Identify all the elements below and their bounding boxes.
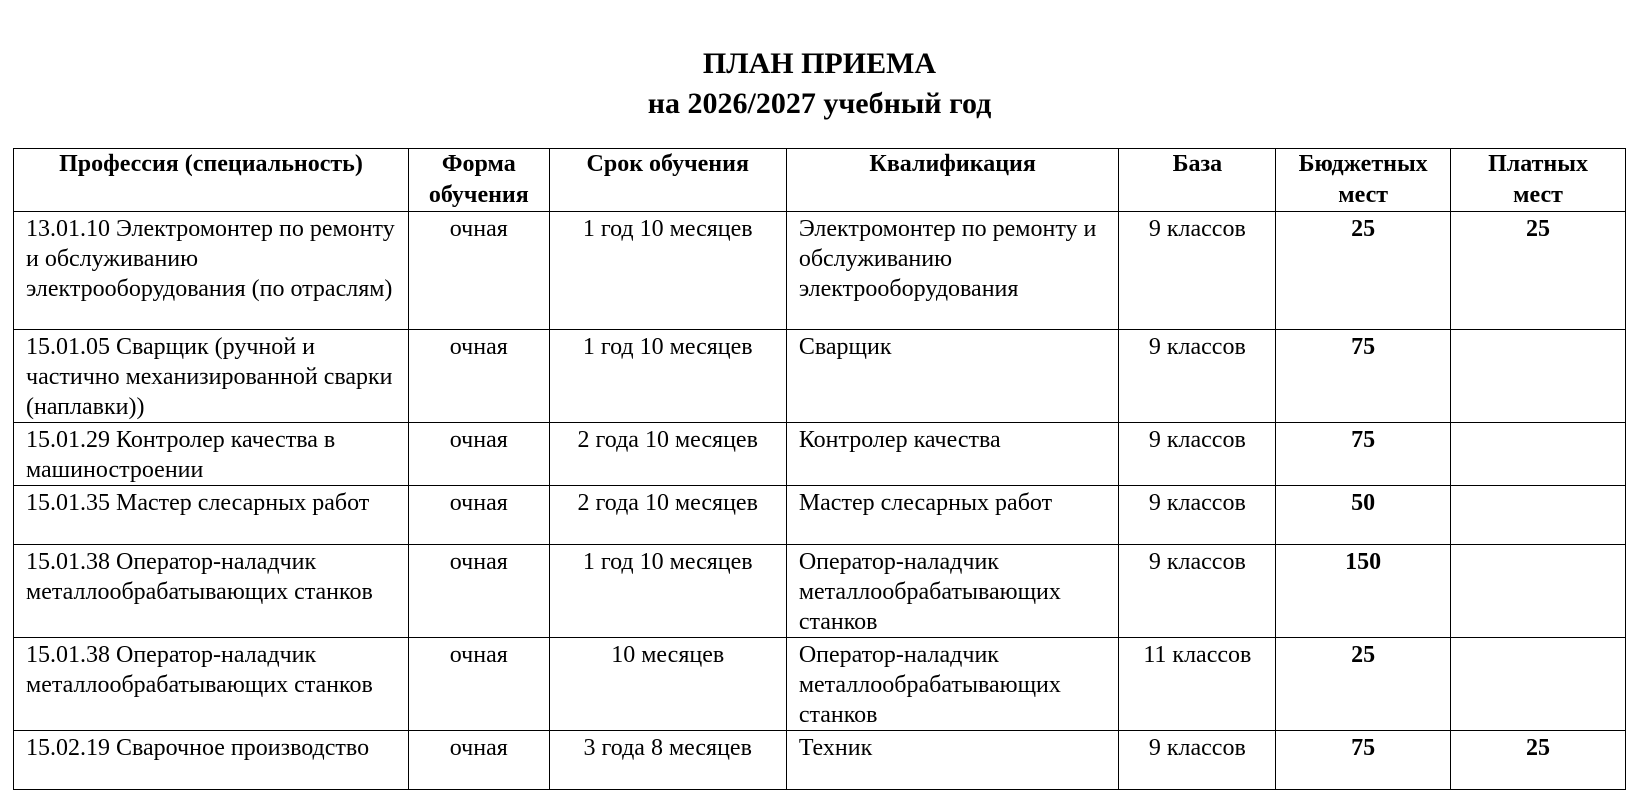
header-base: База [1119,149,1276,212]
table-row [14,545,1626,638]
cell-paid [1451,545,1626,638]
table-row [14,330,1626,423]
cell-profession: 15.01.35 Мастер слесарных работ [14,486,409,545]
cell-base: 9 классов [1119,212,1276,330]
cell-term: 10 месяцев [549,638,786,731]
document-subtitle: на 2026/2027 учебный год [647,87,992,120]
cell-paid: 25 [1451,731,1626,790]
cell-budget: 75 [1276,731,1451,790]
admission-plan-table [13,148,1626,790]
cell-term: 2 года 10 месяцев [549,423,786,486]
cell-qualification: Оператор-наладчик металлообрабатывающих станков [786,638,1119,731]
cell-form: очная [408,638,549,731]
cell-base: 9 классов [1119,731,1276,790]
table-row [14,212,1626,330]
header-profession: Профессия (специальность) [14,149,409,212]
cell-term: 1 год 10 месяцев [549,330,786,423]
table-row [14,731,1626,790]
cell-base: 9 классов [1119,486,1276,545]
cell-base: 9 классов [1119,545,1276,638]
cell-form: очная [408,731,549,790]
cell-qualification: Техник [786,731,1119,790]
header-term: Срок обучения [549,149,786,212]
header-budget: Бюджетных мест [1276,149,1451,212]
header-form: Форма обучения [408,149,549,212]
cell-profession: 15.01.38 Оператор-наладчик металлообрабатывающих станков [14,545,409,638]
cell-term: 2 года 10 месяцев [549,486,786,545]
cell-profession: 13.01.10 Электромонтер по ремонту и обслуживанию электрооборудования (по отраслям) [14,212,409,330]
cell-qualification: Мастер слесарных работ [786,486,1119,545]
document-title: ПЛАН ПРИЕМА [702,47,937,80]
table-row [14,486,1626,545]
cell-paid [1451,423,1626,486]
document-heading [0,44,1639,124]
cell-form: очная [408,330,549,423]
cell-base: 11 классов [1119,638,1276,731]
cell-paid: 25 [1451,212,1626,330]
cell-budget: 75 [1276,423,1451,486]
cell-form: очная [408,423,549,486]
cell-paid [1451,330,1626,423]
cell-base: 9 классов [1119,423,1276,486]
cell-budget: 25 [1276,638,1451,731]
cell-term: 1 год 10 месяцев [549,545,786,638]
cell-form: очная [408,212,549,330]
header-qualification: Квалификация [786,149,1119,212]
cell-paid [1451,638,1626,731]
cell-budget: 50 [1276,486,1451,545]
table-row [14,423,1626,486]
table-row [14,638,1626,731]
cell-qualification: Электромонтер по ремонту и обслуживанию электрооборудования [786,212,1119,330]
cell-term: 3 года 8 месяцев [549,731,786,790]
cell-profession: 15.02.19 Сварочное производство [14,731,409,790]
cell-paid [1451,486,1626,545]
cell-qualification: Оператор-наладчик металлообрабатывающих станков [786,545,1119,638]
cell-form: очная [408,486,549,545]
cell-profession: 15.01.38 Оператор-наладчик металлообрабатывающих станков [14,638,409,731]
cell-qualification: Контролер качества [786,423,1119,486]
cell-budget: 150 [1276,545,1451,638]
cell-form: очная [408,545,549,638]
cell-profession: 15.01.29 Контролер качества в машиностроении [14,423,409,486]
cell-profession: 15.01.05 Сварщик (ручной и частично механизированной сварки (наплавки)) [14,330,409,423]
cell-base: 9 классов [1119,330,1276,423]
cell-budget: 25 [1276,212,1451,330]
cell-budget: 75 [1276,330,1451,423]
cell-qualification: Сварщик [786,330,1119,423]
table-header-row [14,149,1626,212]
cell-term: 1 год 10 месяцев [549,212,786,330]
header-paid: Платных мест [1451,149,1626,212]
